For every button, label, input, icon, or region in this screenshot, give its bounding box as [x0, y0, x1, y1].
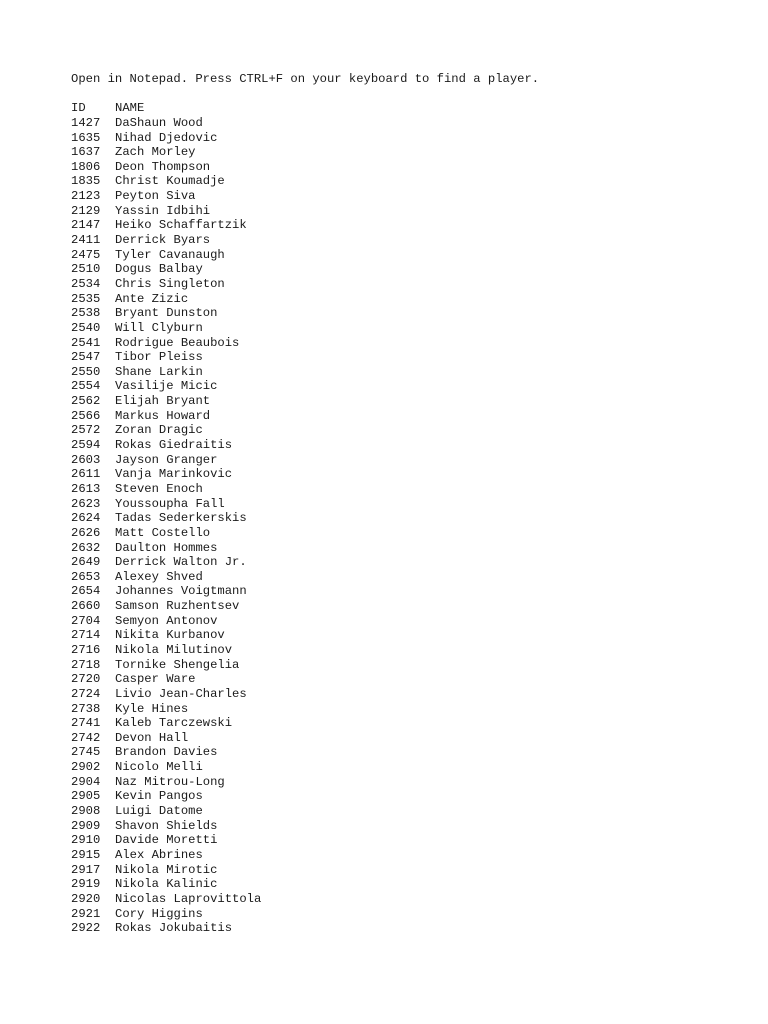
table-row	[71, 702, 731, 717]
player-name: Naz Mitrou-Long	[115, 774, 225, 789]
table-row	[71, 438, 731, 453]
document-body	[71, 72, 731, 936]
player-id: 2921	[71, 906, 101, 921]
player-id: 2908	[71, 804, 101, 819]
player-id: 2613	[71, 481, 101, 496]
player-id: 2920	[71, 891, 101, 906]
player-name: Rodrigue Beaubois	[115, 335, 240, 350]
player-name: Samson Ruzhentsev	[115, 599, 240, 614]
table-row	[71, 570, 731, 585]
player-name: Tadas Sederkerskis	[115, 511, 247, 526]
player-id: 2654	[71, 584, 101, 599]
player-id: 2632	[71, 540, 101, 555]
player-name: Nicolas Laprovittola	[115, 891, 262, 906]
table-row	[71, 687, 731, 702]
player-name: Steven Enoch	[115, 481, 203, 496]
player-id: 2922	[71, 921, 101, 936]
table-row	[71, 584, 731, 599]
id-column-header: ID	[71, 101, 86, 116]
player-id: 2550	[71, 364, 101, 379]
table-row	[71, 131, 731, 146]
table-row	[71, 819, 731, 834]
player-name: Elijah Bryant	[115, 394, 211, 409]
player-name: Davide Moretti	[115, 833, 218, 848]
player-name: Nikola Milutinov	[115, 642, 233, 657]
player-id: 2535	[71, 291, 101, 306]
player-name: Alexey Shved	[115, 569, 203, 584]
table-row	[71, 658, 731, 673]
table-row	[71, 204, 731, 219]
player-name: Shane Larkin	[115, 364, 203, 379]
player-id: 2660	[71, 599, 101, 614]
player-name: Yassin Idbihi	[115, 203, 211, 218]
player-id: 2626	[71, 525, 101, 540]
player-name: Semyon Antonov	[115, 613, 218, 628]
table-row	[71, 731, 731, 746]
player-id: 2720	[71, 672, 101, 687]
player-id: 2745	[71, 745, 101, 760]
player-name: Ante Zizic	[115, 291, 189, 306]
table-row	[71, 218, 731, 233]
table-row	[71, 350, 731, 365]
table-row	[71, 833, 731, 848]
player-id: 2123	[71, 189, 101, 204]
table-row	[71, 497, 731, 512]
table-row	[71, 877, 731, 892]
player-name: Derrick Byars	[115, 233, 211, 248]
table-row	[71, 716, 731, 731]
table-row	[71, 292, 731, 307]
player-id: 2411	[71, 233, 101, 248]
table-row	[71, 892, 731, 907]
player-id: 2623	[71, 496, 101, 511]
player-name: Daulton Hommes	[115, 540, 218, 555]
player-id: 2611	[71, 467, 101, 482]
table-row	[71, 174, 731, 189]
table-row	[71, 804, 731, 819]
player-id: 2714	[71, 628, 101, 643]
table-row	[71, 511, 731, 526]
player-name: Brandon Davies	[115, 745, 218, 760]
table-row	[71, 306, 731, 321]
table-row	[71, 277, 731, 292]
player-id: 1637	[71, 145, 101, 160]
player-id: 2738	[71, 701, 101, 716]
player-name: Will Clyburn	[115, 320, 203, 335]
table-row	[71, 614, 731, 629]
player-name: Kevin Pangos	[115, 789, 203, 804]
player-name: Nikita Kurbanov	[115, 628, 225, 643]
player-name: Tyler Cavanaugh	[115, 247, 225, 262]
player-name: Alex Abrines	[115, 847, 203, 862]
player-id: 2909	[71, 818, 101, 833]
table-row	[71, 526, 731, 541]
table-row	[71, 336, 731, 351]
table-row	[71, 423, 731, 438]
player-id: 2541	[71, 335, 101, 350]
table-row	[71, 116, 731, 131]
table-row	[71, 907, 731, 922]
player-name: Bryant Dunston	[115, 306, 218, 321]
player-id: 2554	[71, 379, 101, 394]
player-name: Peyton Siva	[115, 189, 196, 204]
table-row	[71, 848, 731, 863]
player-id: 1635	[71, 130, 101, 145]
table-row	[71, 189, 731, 204]
player-id: 2724	[71, 686, 101, 701]
player-name: Nihad Djedovic	[115, 130, 218, 145]
table-row	[71, 789, 731, 804]
table-row	[71, 409, 731, 424]
player-name: Rokas Giedraitis	[115, 438, 233, 453]
player-id: 2538	[71, 306, 101, 321]
player-name: Jayson Granger	[115, 452, 218, 467]
player-name: Cory Higgins	[115, 906, 203, 921]
player-name: Tibor Pleiss	[115, 350, 203, 365]
player-id: 2572	[71, 423, 101, 438]
player-id: 2905	[71, 789, 101, 804]
table-row	[71, 921, 731, 936]
player-id: 2603	[71, 452, 101, 467]
player-id: 2510	[71, 262, 101, 277]
player-id: 2915	[71, 847, 101, 862]
player-name: Shavon Shields	[115, 818, 218, 833]
player-id: 1427	[71, 115, 101, 130]
table-header	[71, 101, 731, 116]
player-name: Derrick Walton Jr.	[115, 555, 247, 570]
player-id: 2475	[71, 247, 101, 262]
player-id: 2147	[71, 218, 101, 233]
player-name: Zoran Dragic	[115, 423, 203, 438]
table-row	[71, 760, 731, 775]
table-row	[71, 145, 731, 160]
table-row	[71, 365, 731, 380]
table-row	[71, 248, 731, 263]
player-id: 2649	[71, 555, 101, 570]
table-row	[71, 672, 731, 687]
player-name: Dogus Balbay	[115, 262, 203, 277]
player-name: Vanja Marinkovic	[115, 467, 233, 482]
player-id: 2624	[71, 511, 101, 526]
table-row	[71, 863, 731, 878]
table-row	[71, 262, 731, 277]
player-name: Devon Hall	[115, 730, 189, 745]
player-id: 1835	[71, 174, 101, 189]
table-row	[71, 160, 731, 175]
player-name: Luigi Datome	[115, 804, 203, 819]
player-name: Christ Koumadje	[115, 174, 225, 189]
player-id: 2742	[71, 730, 101, 745]
table-row	[71, 628, 731, 643]
player-id: 2547	[71, 350, 101, 365]
player-name: Chris Singleton	[115, 276, 225, 291]
player-id: 2534	[71, 276, 101, 291]
player-id: 2741	[71, 716, 101, 731]
player-id: 2704	[71, 613, 101, 628]
player-id: 2129	[71, 203, 101, 218]
player-id: 2904	[71, 774, 101, 789]
player-name: Kaleb Tarczewski	[115, 716, 233, 731]
player-id: 2562	[71, 394, 101, 409]
player-id: 2910	[71, 833, 101, 848]
table-row	[71, 745, 731, 760]
player-name: Matt Costello	[115, 525, 211, 540]
table-row	[71, 321, 731, 336]
player-name: DaShaun Wood	[115, 115, 203, 130]
player-name: Nikola Kalinic	[115, 877, 218, 892]
player-name: Markus Howard	[115, 408, 211, 423]
player-id: 2594	[71, 438, 101, 453]
player-id: 2917	[71, 862, 101, 877]
player-id: 2716	[71, 642, 101, 657]
player-id: 2566	[71, 408, 101, 423]
player-name: Nicolo Melli	[115, 760, 203, 775]
player-name: Kyle Hines	[115, 701, 189, 716]
player-name: Heiko Schaffartzik	[115, 218, 247, 233]
player-id: 2540	[71, 320, 101, 335]
player-id: 1806	[71, 159, 101, 174]
player-name: Deon Thompson	[115, 159, 211, 174]
player-name: Rokas Jokubaitis	[115, 921, 233, 936]
name-column-header: NAME	[115, 101, 145, 116]
player-name: Zach Morley	[115, 145, 196, 160]
player-id: 2902	[71, 760, 101, 775]
player-list	[71, 116, 731, 936]
player-name: Casper Ware	[115, 672, 196, 687]
table-row	[71, 775, 731, 790]
table-row	[71, 394, 731, 409]
table-row	[71, 482, 731, 497]
player-id: 2718	[71, 657, 101, 672]
player-name: Vasilije Micic	[115, 379, 218, 394]
table-row	[71, 555, 731, 570]
player-name: Livio Jean-Charles	[115, 686, 247, 701]
instructions-text: Open in Notepad. Press CTRL+F on your keyboard to find a player.	[71, 72, 540, 86]
player-id: 2653	[71, 569, 101, 584]
table-row	[71, 467, 731, 482]
player-name: Nikola Mirotic	[115, 862, 218, 877]
player-id: 2919	[71, 877, 101, 892]
table-row	[71, 233, 731, 248]
table-row	[71, 643, 731, 658]
table-row	[71, 541, 731, 556]
player-name: Youssoupha Fall	[115, 496, 225, 511]
player-name: Johannes Voigtmann	[115, 584, 247, 599]
table-row	[71, 453, 731, 468]
table-row	[71, 599, 731, 614]
table-row	[71, 379, 731, 394]
player-name: Tornike Shengelia	[115, 657, 240, 672]
